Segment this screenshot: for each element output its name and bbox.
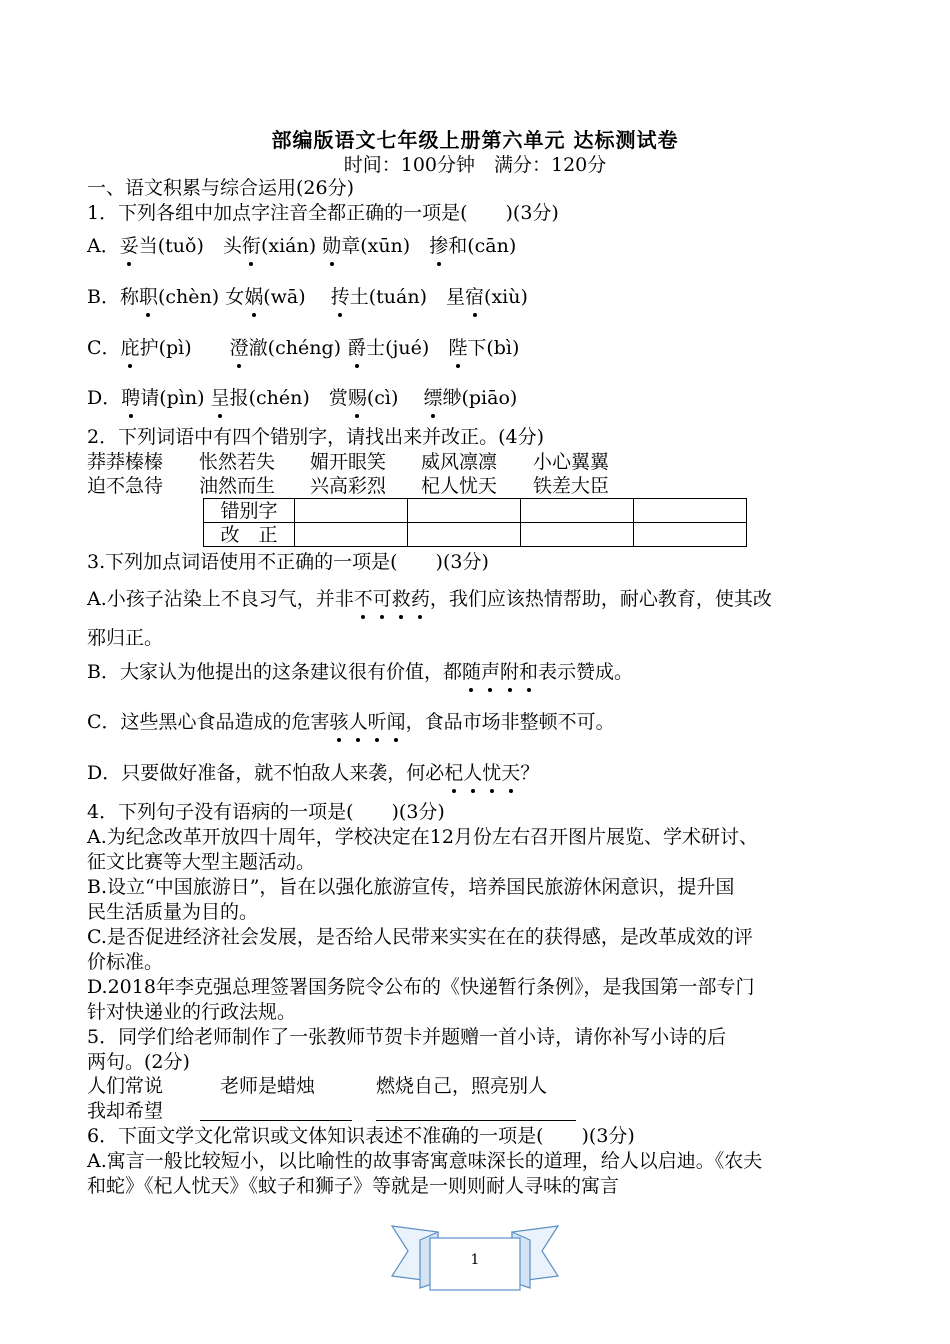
word-item: 油然而生: [199, 475, 276, 497]
answer-cell[interactable]: [634, 499, 747, 523]
q3-option-a: A.小孩子沾染上不良习气，并非不可救药，我们应该热情帮助，耐心教育，使其改: [87, 588, 772, 610]
answer-cell[interactable]: [521, 499, 634, 523]
answer-cell[interactable]: [408, 523, 521, 547]
answer-cell[interactable]: [408, 499, 521, 523]
q1-option-c: C．庇护(pì) 澄澈(chéng) 爵士(jué) 陛下(bì): [87, 337, 520, 359]
q6-option-a-cont: 和蛇》《杞人忧天》《蚊子和狮子》等就是一则则耐人寻味的寓言: [87, 1175, 620, 1197]
page-title: 部编版语文七年级上册第六单元 达标测试卷: [271, 128, 679, 152]
poem-line: 老师是蜡烛: [220, 1075, 316, 1097]
q4-line: C.是否促进经济社会发展，是否给人民带来实实在在的获得感，是改革成效的评: [87, 926, 753, 948]
q4-line: 民生活质量为目的。: [87, 901, 259, 923]
table-header-wrong: 错别字: [204, 499, 295, 523]
answer-cell[interactable]: [295, 499, 408, 523]
q4-line: A.为纪念改革开放四十周年，学校决定在12月份左右召开图片展览、学术研讨、: [87, 826, 758, 848]
q6-option-a: A.寓言一般比较短小，以比喻性的故事寄寓意味深长的道理，给人以启迪。《农夫: [87, 1150, 763, 1172]
question-5-stem: 5．同学们给老师制作了一张教师节贺卡并题赠一首小诗，请你补写小诗的后: [87, 1026, 727, 1048]
exam-info: 时间：100分钟 满分：120分: [343, 154, 607, 176]
q4-line: B.设立“中国旅游日”，旨在以强化旅游宣传，培养国民旅游休闲意识，提升国: [87, 876, 735, 898]
poem-line: 燃烧自己，照亮别人: [376, 1075, 548, 1097]
section-heading: 一、语文积累与综合运用(26分): [87, 177, 355, 199]
table-header-correct: 改 正: [204, 523, 295, 547]
q4-line: 价标准。: [87, 951, 164, 973]
answer-blank-2[interactable]: [376, 1120, 576, 1121]
word-item: 莽莽榛榛: [87, 451, 164, 473]
poem-line: 我却希望: [87, 1100, 164, 1122]
question-6-stem: 6．下面文学文化常识或文体知识表述不准确的一项是( )(3分): [87, 1125, 635, 1147]
q1-option-d: D．聘请(pìn) 呈报(chén) 赏赐(cì) 缥缈(piāo): [87, 387, 518, 409]
question-3-stem: 3.下列加点词语使用不正确的一项是( )(3分): [87, 551, 489, 573]
word-item: 怅然若失: [199, 451, 276, 473]
q1-option-b: B．称职(chèn) 女娲(wā) 抟土(tuán) 星宿(xiù): [87, 286, 528, 308]
word-item: 媚开眼笑: [310, 451, 387, 473]
q3-option-d: D．只要做好准备，就不怕敌人来袭，何必杞人忧天？: [87, 762, 540, 784]
q1-option-a: A．妥当(tuǒ) 头衔(xián) 勋章(xūn) 掺和(cān): [87, 235, 517, 257]
question-4-stem: 4．下列句子没有语病的一项是( )(3分): [87, 801, 445, 823]
answer-cell[interactable]: [521, 523, 634, 547]
word-item: 迫不急待: [87, 475, 164, 497]
answer-cell[interactable]: [295, 523, 408, 547]
word-item: 兴高彩烈: [310, 475, 387, 497]
q4-line: D.2018年李克强总理签署国务院令公布的《快递暂行条例》，是我国第一部专门: [87, 976, 755, 998]
answer-cell[interactable]: [634, 523, 747, 547]
word-item: 铁差大臣: [533, 475, 610, 497]
word-item: 杞人忧天: [421, 475, 498, 497]
q4-line: 针对快递业的行政法规。: [87, 1001, 297, 1023]
q3-option-a-cont: 邪归正。: [87, 627, 164, 649]
word-item: 小心翼翼: [533, 451, 610, 473]
question-1-stem: 1．下列各组中加点字注音全都正确的一项是( )(3分): [87, 202, 559, 224]
correction-table: [203, 498, 747, 547]
poem-line: 人们常说: [87, 1075, 164, 1097]
page-number: 1: [470, 1252, 480, 1268]
question-5-stem-cont: 两句。(2分): [87, 1051, 190, 1073]
word-item: 威风凛凛: [421, 451, 498, 473]
q3-option-c: C．这些黑心食品造成的危害骇人听闻，食品市场非整顿不可。: [87, 711, 615, 733]
q4-line: 征文比赛等大型主题活动。: [87, 851, 316, 873]
question-2-stem: 2．下列词语中有四个错别字，请找出来并改正。(4分): [87, 426, 545, 448]
q3-option-b: B．大家认为他提出的这条建议很有价值，都随声附和表示赞成。: [87, 661, 634, 683]
answer-blank-1[interactable]: [200, 1120, 352, 1121]
